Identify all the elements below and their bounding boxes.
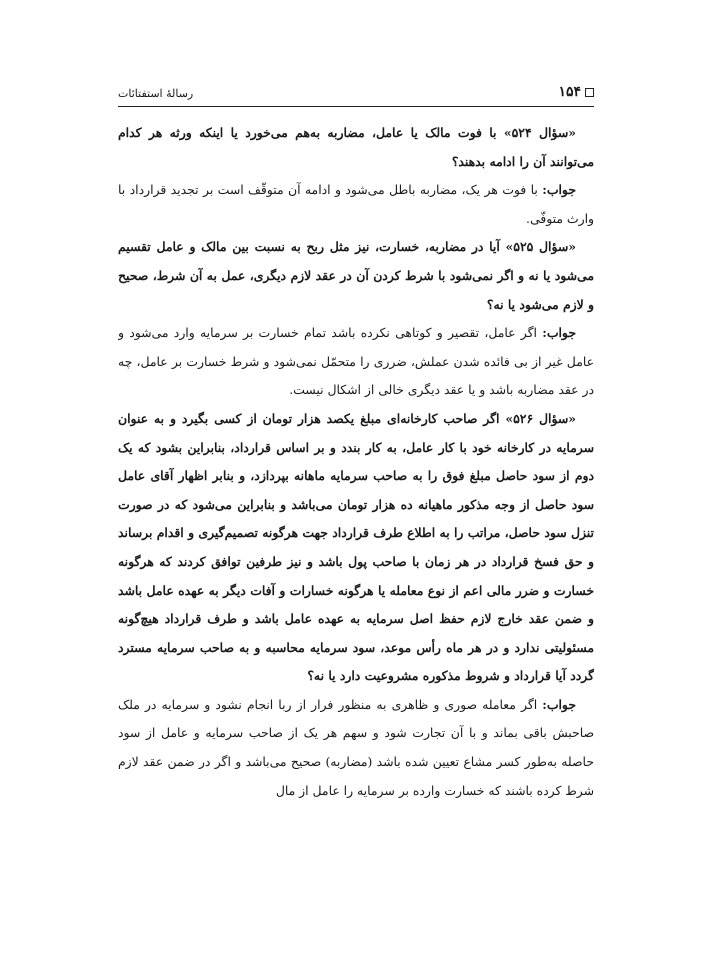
page-number-group <box>558 84 594 100</box>
square-bullet-icon <box>585 88 594 97</box>
page-content <box>118 119 594 805</box>
answer-label: جواب: <box>542 696 576 712</box>
question-525: «سؤال ۵۲۵» آیا در مضاربه، خسارت، نیز مثل ربح به نسبت بین مالک و عامل تقسیم می‌شود یا نه و اگر نمی‌شود با شرط کردن آن در عقد لازم دیگری، عمل به آن شرط، صحیح و لازم می‌شود یا نه؟ <box>118 239 594 312</box>
answer-text: با فوت هر یک، مضاربه باطل می‌شود و ادامه آن متوقّف است بر تجدید قرارداد با وارث متوفّی. <box>118 182 594 226</box>
answer-text: اگر عامل، تقصیر و کوتاهی نکرده باشد تمام خسارت بر سرمایه وارد می‌شود و عامل غیر از بی فائده شدن عملش، ضرری را متحمّل نمی‌شود و شرط خسارت بر عامل، چه در عقد مضاربه باشد و یا عقد دیگری خالی از اشکال نیست. <box>118 325 594 398</box>
answer-label: جواب: <box>542 182 576 198</box>
page-number: ۱۵۴ <box>558 84 581 100</box>
question-526: «سؤال ۵۲۶» اگر صاحب کارخانه‌ای مبلغ یکصد هزار تومان از کسی بگیرد و به عنوان سرمایه در کارخانه خود با کار عامل، به کار بندد و بر اساس قرارداد، بنابراین بشود که یک دوم از سود حاصل مبلغ فوق را به صاحب سرمایه ماهانه بپردازد، و بنابر اظهار آقای عامل سود حاصل از وجه مذکور ماهیانه ده هزار تومان می‌باشد و بنابراین می‌شود که در صورت تنزل سود حاصل، مراتب را به اطلاع طرف قرارداد جهت هرگونه تصمیم‌گیری و اقدام برساند و حق فسخ قرارداد در هر زمان با صاحب پول باشد و نیز طرفین توافق کردند که هرگونه خسارت و ضرر مالی اعم از نوع معامله یا هرگونه خسارات و آفات دیگر به عهده عامل باشد و ضمن عقد خارج لازم حفظ اصل سرمایه به عهده عامل باشد و طرف قرارداد هیچ‌گونه مسئولیتی ندارد و در هر ماه رأس موعد، سود سرمایه محاسبه و به صاحب سرمایه مسترد گردد آیا قرارداد و شروط مذکوره مشروعیت دارد یا نه؟ <box>118 410 594 684</box>
answer-text: اگر معامله صوری و ظاهری به منظور فرار از ربا انجام نشود و سرمایه در ملک صاحبش باقی بماند و با آن تجارت شود و سهم هر یک از صاحب سرمایه و عامل از سود حاصله به‌طور کسر مشاع تعیین شده باشد (مضاربه) صحیح می‌باشد و اگر در ضمن عقد لازم شرط کرده باشند که خسارت وارده بر سرمایه را عامل از مال <box>118 696 594 798</box>
answer-label: جواب: <box>542 325 576 341</box>
answer-524 <box>118 176 594 233</box>
document-page <box>118 74 594 914</box>
answer-525 <box>118 319 594 405</box>
question-524: «سؤال ۵۲۴» با فوت مالک یا عامل، مضاربه به‌هم می‌خورد یا اینکه ورثه هر کدام می‌توانند آن را ادامه بدهند؟ <box>118 125 594 169</box>
page-header <box>118 74 594 107</box>
running-title: رسالهٔ استفتائات <box>118 87 194 100</box>
answer-526 <box>118 691 594 805</box>
